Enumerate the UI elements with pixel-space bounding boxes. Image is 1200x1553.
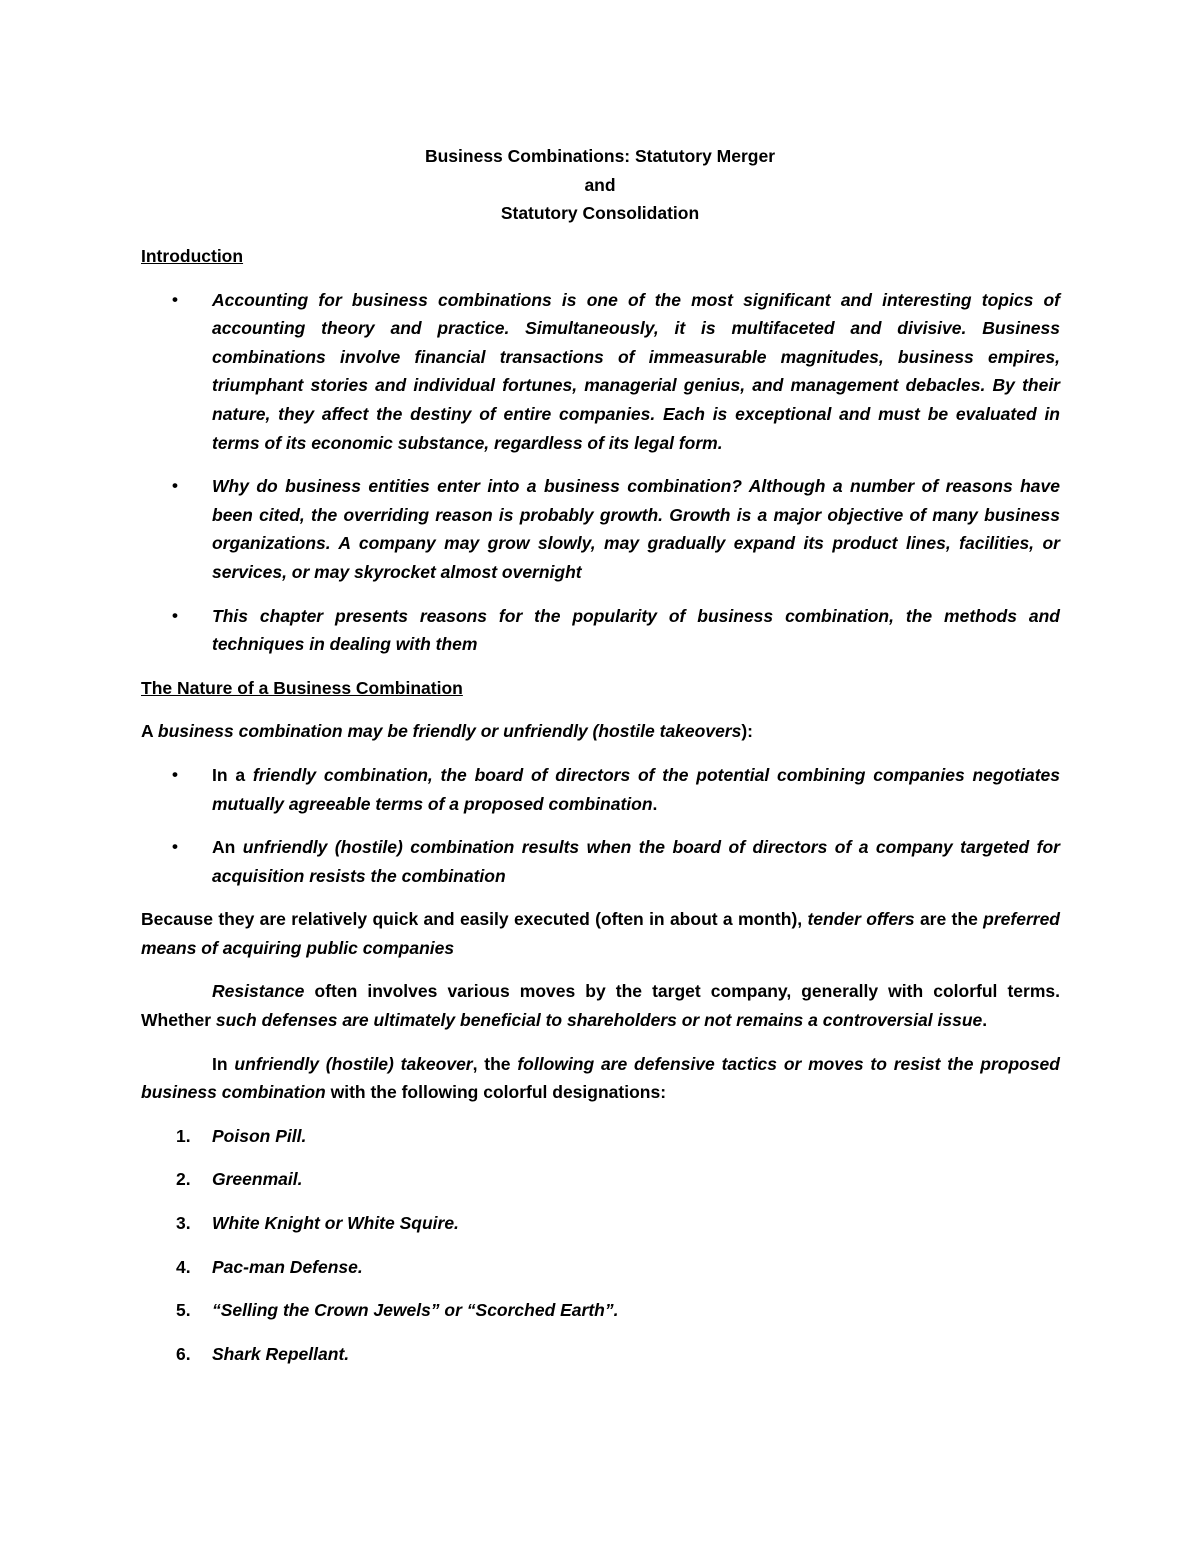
bullet-icon: •	[172, 605, 178, 625]
list-item-text: Greenmail.	[212, 1169, 303, 1190]
list-item-text: Poison Pill.	[212, 1125, 307, 1146]
tender-offers-paragraph: Because they are relatively quick and easily executed (often in about a month), tender offers are the preferred means of acquiring public companies	[141, 909, 1060, 958]
list-item	[141, 1296, 1060, 1325]
list-number: 5.	[176, 1300, 191, 1321]
title-line-1: Business Combinations: Statutory Merger	[424, 146, 776, 166]
defensive-tactics-paragraph: In unfriendly (hostile) takeover, the following are defensive tactics or moves to resist the proposed business combination with the following colorful designations:	[141, 1053, 1060, 1103]
introduction-list	[141, 286, 1060, 659]
title-line-3: Statutory Consolidation	[500, 203, 700, 223]
list-number: 6.	[176, 1343, 191, 1364]
list-item	[141, 1122, 1060, 1151]
document-body	[141, 242, 1060, 1383]
nature-intro: A business combination may be friendly or unfriendly (hostile takeovers):	[141, 721, 754, 742]
list-number: 2.	[176, 1169, 191, 1190]
list-item	[141, 1340, 1060, 1369]
list-item-text: Shark Repellant.	[212, 1343, 350, 1364]
bullet-icon: •	[172, 764, 178, 784]
list-item-text: Pac-man Defense.	[212, 1256, 363, 1277]
bullet-icon: •	[172, 476, 178, 496]
list-item-text: White Knight or White Squire.	[212, 1213, 459, 1234]
list-item-text: This chapter presents reasons for the popularity of business combination, the methods and techniques in dealing with them	[212, 605, 1060, 655]
list-item-text: Why do business entities enter into a business combination? Although a number of reasons have been cited, the overriding reason is probably growth. Growth is a major objective of many business organizations. A company may grow slowly, may gradually expand its product lines, facilities, or services, or may skyrocket almost overnight	[212, 476, 1060, 582]
bullet-icon: •	[172, 289, 178, 309]
defensive-tactics-list	[141, 1122, 1060, 1369]
list-item	[141, 286, 1060, 458]
list-item	[141, 1165, 1060, 1194]
list-item-text: “Selling the Crown Jewels” or “Scorched Earth”.	[212, 1300, 619, 1321]
list-item	[141, 602, 1060, 659]
list-number: 1.	[176, 1125, 191, 1146]
list-number: 4.	[176, 1256, 191, 1277]
resistance-paragraph: Resistance often involves various moves by the target company, generally with colorful terms. Whether such defenses are ultimately beneficial to shareholders or not remains a controversial issue.	[141, 981, 1060, 1031]
list-item	[141, 1253, 1060, 1282]
introduction-heading: Introduction	[141, 246, 244, 266]
combination-types-list	[141, 761, 1060, 890]
list-item: • In a friendly combination, the board of directors of the potential combining companies negotiates mutually agreeable terms of a proposed combination.	[141, 761, 1060, 818]
title-line-2: and	[584, 174, 616, 195]
document-title	[0, 142, 1200, 228]
nature-heading: The Nature of a Business Combination	[141, 677, 463, 698]
list-item: • An unfriendly (hostile) combination results when the board of directors of a company targeted for acquisition resists the combination	[141, 833, 1060, 890]
bullet-icon: •	[172, 837, 178, 857]
list-item-text: Accounting for business combinations is one of the most significant and interesting topics of accounting theory and practice. Simultaneously, it is multifaceted and divisive. Business combinations involve financial transactions of immeasurable magnitudes, business empires, triumphant stories and individual fortunes, managerial genius, and management debacles. By their nature, they affect the destiny of entire companies. Each is exceptional and must be evaluated in terms of its economic substance, regardless of its legal form.	[212, 289, 1060, 453]
list-number: 3.	[176, 1213, 191, 1234]
list-item	[141, 472, 1060, 586]
list-item	[141, 1209, 1060, 1238]
